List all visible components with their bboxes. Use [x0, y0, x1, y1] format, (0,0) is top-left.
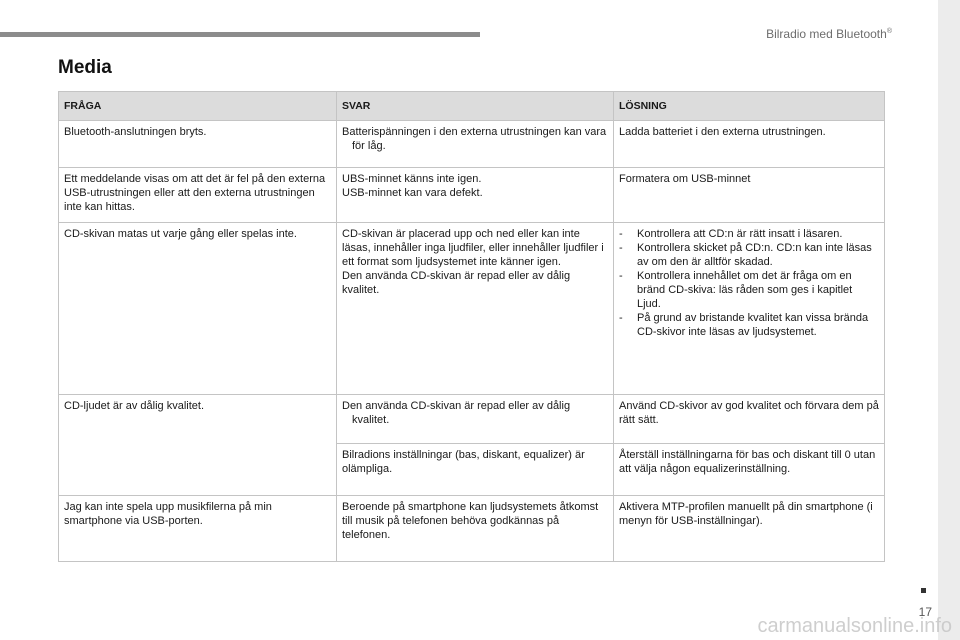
table-row: [59, 121, 885, 168]
column-header-solution: LÖSNING: [614, 92, 885, 121]
table-row: [59, 168, 885, 223]
table-header-row: [59, 92, 885, 121]
solution-cell: Aktivera MTP-profilen manuellt på din smartphone (i menyn för USB-inställningar).: [614, 496, 885, 562]
page-title: Media: [58, 57, 112, 78]
question-cell: Bluetooth-anslutningen bryts.: [59, 121, 337, 168]
solution-cell: Använd CD-skivor av god kvalitet och förvara dem på rätt sätt.: [614, 395, 885, 444]
page-side-strip: [938, 0, 960, 640]
answer-cell: Den använda CD-skivan är repad eller av dålig kvalitet.: [337, 395, 614, 444]
solution-cell: Formatera om USB-minnet: [614, 168, 885, 223]
solution-cell: [614, 223, 885, 395]
solution-list-item: - Kontrollera att CD:n är rätt insatt i läsaren.: [619, 228, 843, 240]
header-rule: [0, 32, 480, 37]
solution-cell: Ladda batteriet i den externa utrustningen.: [614, 121, 885, 168]
question-cell: Ett meddelande visas om att det är fel på den externa USB-utrustningen eller att den externa utrustningen inte kan hittas.: [59, 168, 337, 223]
solution-list-item: - Kontrollera innehållet om det är fråga om en bränd CD-skiva: läs råden som ges i kapitlet Ljud.: [619, 270, 853, 310]
section-title: Bilradio med Bluetooth®: [766, 27, 892, 41]
solution-cell: Återställ inställningarna för bas och diskant till 0 utan att välja någon equalizerinställning.: [614, 444, 885, 496]
answer-cell: Bilradions inställningar (bas, diskant, equalizer) är olämpliga.: [337, 444, 614, 496]
answer-cell: UBS-minnet känns inte igen. USB-minnet kan vara defekt.: [337, 168, 614, 223]
table-row: [59, 223, 885, 395]
page-bullet-icon: [921, 588, 926, 593]
watermark: carmanualsonline.info: [757, 615, 952, 637]
answer-cell: CD-skivan är placerad upp och ned eller kan inte läsas, innehåller inga ljudfiler, eller innehåller ljudfiler i ett format som ljudsystemet inte känner igen. Den använda CD-skivan är repad eller av dålig kvalitet.: [337, 223, 614, 395]
question-cell: Jag kan inte spela upp musikfilerna på min smartphone via USB-porten.: [59, 496, 337, 562]
table-row: [59, 496, 885, 562]
solution-list-item: - Kontrollera skicket på CD:n. CD:n kan inte läsas av om den är alltför skadad.: [619, 242, 872, 268]
table-row: [59, 395, 885, 444]
question-cell: CD-ljudet är av dålig kvalitet.: [59, 395, 337, 496]
solution-list-item: - På grund av bristande kvalitet kan vissa brända CD-skivor inte läsas av ljudsystemet.: [619, 312, 869, 338]
question-cell: CD-skivan matas ut varje gång eller spelas inte.: [59, 223, 337, 395]
troubleshooting-table: [58, 91, 885, 562]
page-number: 17: [918, 605, 932, 619]
answer-cell: Batterispänningen i den externa utrustningen kan vara för låg.: [337, 121, 614, 168]
answer-cell: Beroende på smartphone kan ljudsystemets åtkomst till musik på telefonen behöva godkännas på telefonen.: [337, 496, 614, 562]
column-header-question: FRÅGA: [59, 92, 337, 121]
column-header-answer: SVAR: [337, 92, 614, 121]
